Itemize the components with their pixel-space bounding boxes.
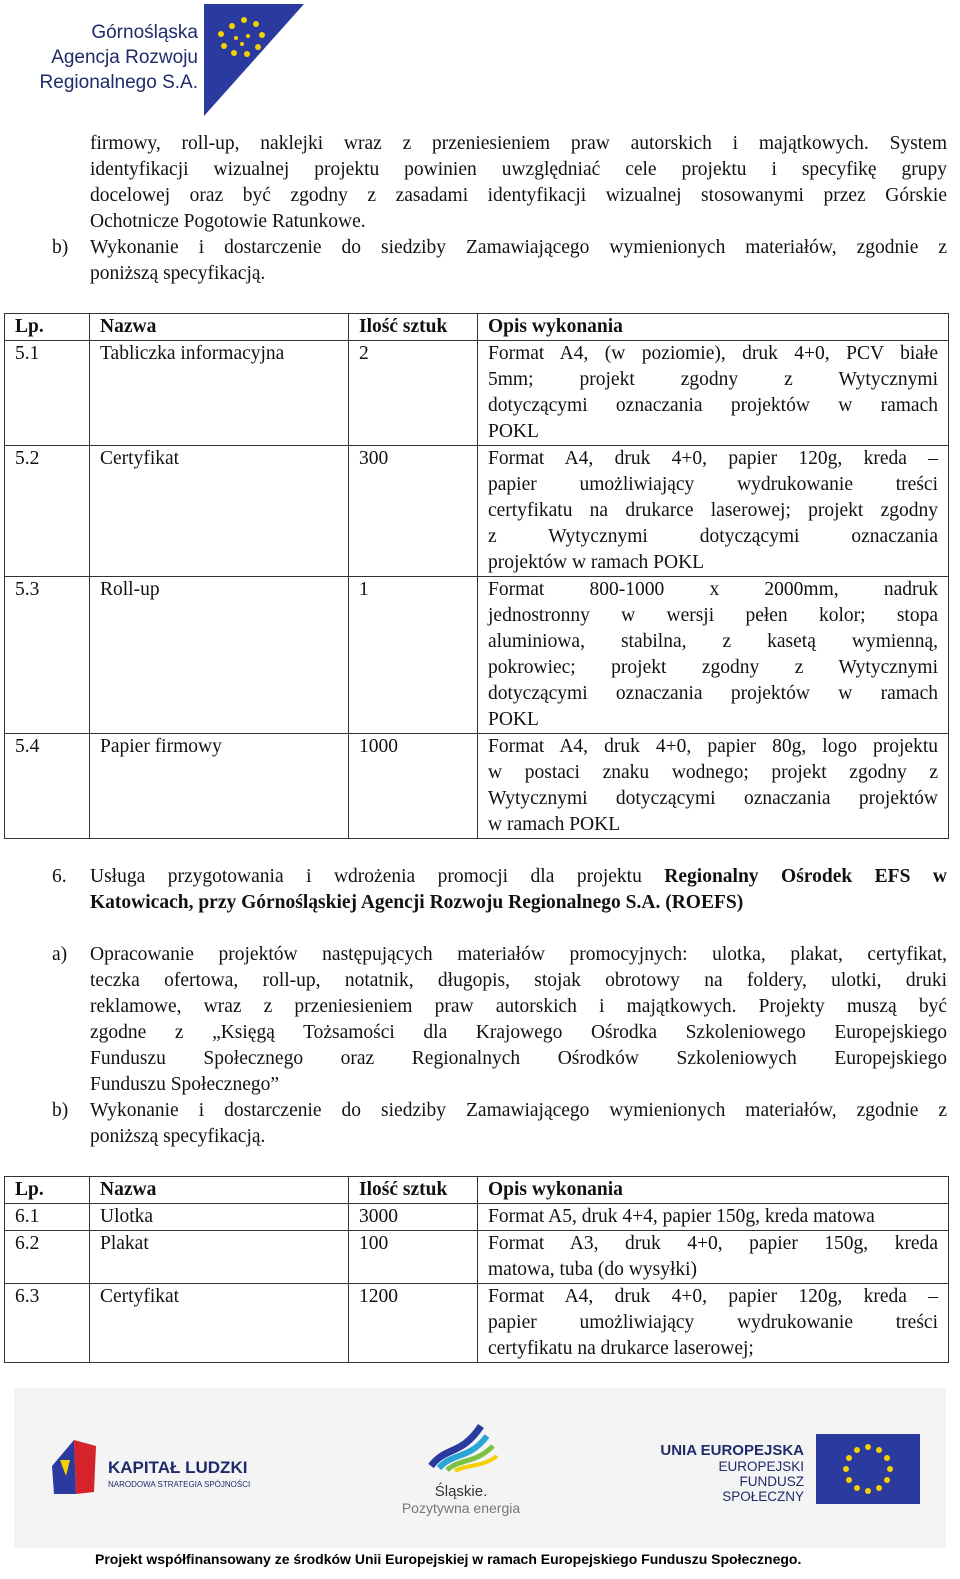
intro-line: firmowy, roll-up, naklejki wraz z przeniesieniem praw autorskich i majątkowych. System xyxy=(90,133,947,154)
cofinancing-note: Projekt współfinansowany ze środków Unii Europejskiej w ramach Europejskiego Funduszu Społecznego. xyxy=(95,1551,802,1567)
cell-lp: 5.1 xyxy=(5,341,90,446)
eu-efs-label xyxy=(656,1442,804,1504)
desc-line: Format A4, druk 4+0, papier 120g, kreda – xyxy=(488,448,938,469)
cell-name: Ulotka xyxy=(90,1204,349,1231)
eu-stars-flag-icon xyxy=(204,4,304,116)
desc-line: certyfikatu na drukarce laserowej; projekt zgodny xyxy=(488,500,938,521)
kapital-ludzki-logo xyxy=(50,1436,251,1503)
item-line: Wykonanie i dostarczenie do siedziby Zamawiającego wymienionych materiałów, zgodnie z xyxy=(90,1100,947,1121)
table-row xyxy=(5,446,949,577)
desc-line: POKL xyxy=(488,421,539,442)
intro-line: identyfikacji wizualnej projektu powinien uwzględniać cele projektu i specyfikę grupy xyxy=(90,159,947,180)
header-opis: Opis wykonania xyxy=(478,314,949,341)
item-line: poniższą specyfikacją. xyxy=(90,1126,266,1147)
list-marker: b) xyxy=(52,1100,69,1121)
cell-lp: 6.3 xyxy=(5,1284,90,1363)
item-line: Funduszu Społecznego oraz Regionalnych Ośrodków Szkoleniowych Europejskiego xyxy=(90,1048,947,1069)
eu-label-line-1: UNIA EUROPEJSKA xyxy=(660,1442,804,1459)
item-line: Wykonanie i dostarczenie do siedziby Zamawiającego wymienionych materiałów, zgodnie z xyxy=(90,237,947,258)
desc-line: w postaci znaku wodnego; projekt zgodny z xyxy=(488,762,938,783)
eu-label-line-3: FUNDUSZ SPOŁECZNY xyxy=(722,1474,804,1504)
desc-line: w ramach POKL xyxy=(488,814,621,835)
cell-name: Plakat xyxy=(90,1231,349,1284)
list-marker: a) xyxy=(52,944,68,965)
cell-name: Roll-up xyxy=(90,577,349,734)
item-line: reklamowe, wraz z przeniesieniem praw autorskich i majątkowych. Projekty muszą być xyxy=(90,996,947,1017)
desc-line: Format A4, druk 4+0, papier 120g, kreda – xyxy=(488,1286,938,1307)
desc-line: POKL xyxy=(488,709,539,730)
spec-table-5 xyxy=(4,313,949,839)
table-header-row xyxy=(5,1177,949,1204)
list-marker: b) xyxy=(52,237,69,258)
cell-lp: 5.3 xyxy=(5,577,90,734)
desc-line: 5mm; projekt zgodny z Wytycznymi xyxy=(488,369,938,390)
desc-line: dotyczącymi oznaczania projektów w ramach xyxy=(488,395,938,416)
cell-qty: 2 xyxy=(349,341,478,446)
cell-qty: 3000 xyxy=(349,1204,478,1231)
table-row xyxy=(5,1204,949,1231)
cell-desc xyxy=(478,734,949,839)
slaskie-tagline: Pozytywna energia xyxy=(401,1500,521,1516)
header-nazwa: Nazwa xyxy=(90,1177,349,1204)
item-line: Funduszu Społecznego” xyxy=(90,1074,280,1095)
cell-desc xyxy=(478,341,949,446)
slaskie-waves-icon xyxy=(421,1416,501,1472)
section-6-bold-1: Regionalny Ośrodek EFS w xyxy=(664,866,947,887)
item-line: teczka ofertowa, roll-up, notatnik, długopis, stojak obrotowy na foldery, ulotki, druki xyxy=(90,970,947,991)
kapital-ludzki-icon xyxy=(50,1436,100,1498)
table-row xyxy=(5,341,949,446)
desc-line: aluminiowa, stabilna, z kasetą wymienną, xyxy=(488,631,938,652)
cell-lp: 6.1 xyxy=(5,1204,90,1231)
header-opis: Opis wykonania xyxy=(478,1177,949,1204)
desc-line: Format 800-1000 x 2000mm, nadruk xyxy=(488,579,938,600)
agency-logo-text xyxy=(38,20,198,95)
cell-desc xyxy=(478,577,949,734)
spec-table-6 xyxy=(4,1176,949,1363)
intro-paragraph xyxy=(90,131,947,235)
cell-name: Papier firmowy xyxy=(90,734,349,839)
table-row xyxy=(5,577,949,734)
desc-line: certyfikatu na drukarce laserowej; xyxy=(488,1338,754,1359)
logo-line-3: Regionalnego S.A. xyxy=(39,72,198,93)
agency-logo xyxy=(38,4,308,116)
desc-line: dotyczącymi oznaczania projektów w ramach xyxy=(488,683,938,704)
cell-desc xyxy=(478,1204,949,1231)
item-line: poniższą specyfikacją. xyxy=(90,263,266,284)
item-line: Opracowanie projektów następujących materiałów promocyjnych: ulotka, plakat, certyfikat, xyxy=(90,944,947,965)
desc-line: Format A4, druk 4+0, papier 80g, logo projektu xyxy=(488,736,938,757)
header-ilosc: Ilość sztuk xyxy=(349,314,478,341)
cell-qty: 1200 xyxy=(349,1284,478,1363)
cell-qty: 1000 xyxy=(349,734,478,839)
cell-name: Certyfikat xyxy=(90,1284,349,1363)
slaskie-name: Śląskie. xyxy=(434,1483,488,1500)
desc-line: jednostronny w wersji pełen kolor; stopa xyxy=(488,605,938,626)
item-line: zgodne z „Księgą Tożsamości dla Krajowego Ośrodka Szkoleniowego Europejskiego xyxy=(90,1022,947,1043)
list-marker: 6. xyxy=(52,866,67,887)
cell-qty: 300 xyxy=(349,446,478,577)
desc-line: Format A5, druk 4+4, papier 150g, kreda matowa xyxy=(488,1206,875,1227)
kapital-ludzki-subtitle: NARODOWA STRATEGIA SPÓJNOŚCI xyxy=(108,1480,251,1489)
slaskie-logo xyxy=(396,1416,526,1516)
intro-line: docelowej oraz być zgodny z zasadami identyfikacji wizualnej stosowanymi przez Górskie xyxy=(90,185,947,206)
desc-line: papier umożliwiający wydrukowanie treści xyxy=(488,1312,938,1333)
logo-line-2: Agencja Rozwoju xyxy=(51,47,198,68)
eu-label-line-2: EUROPEJSKI xyxy=(718,1459,804,1474)
table-row xyxy=(5,734,949,839)
desc-line: Wytycznymi dotyczącymi oznaczania projektów xyxy=(488,788,938,809)
item-line xyxy=(90,864,947,890)
eu-flag-icon xyxy=(816,1434,920,1504)
cell-qty: 100 xyxy=(349,1231,478,1284)
desc-line: Format A4, (w poziomie), druk 4+0, PCV białe xyxy=(488,343,938,364)
header-nazwa: Nazwa xyxy=(90,314,349,341)
header-ilosc: Ilość sztuk xyxy=(349,1177,478,1204)
desc-line: z Wytycznymi dotyczącymi oznaczania xyxy=(488,526,938,547)
section-6-prefix: Usługa przygotowania i wdrożenia promocji dla projektu xyxy=(90,866,665,887)
logo-line-1: Górnośląska xyxy=(91,22,198,43)
header-lp: Lp. xyxy=(5,1177,90,1204)
kapital-ludzki-title: KAPITAŁ LUDZKI xyxy=(108,1458,248,1477)
desc-line: papier umożliwiający wydrukowanie treści xyxy=(488,474,938,495)
desc-line: pokrowiec; projekt zgodny z Wytycznymi xyxy=(488,657,938,678)
table-row xyxy=(5,1284,949,1363)
cell-lp: 5.2 xyxy=(5,446,90,577)
desc-line: Format A3, druk 4+0, papier 150g, kreda xyxy=(488,1233,938,1254)
desc-line: projektów w ramach POKL xyxy=(488,552,705,573)
table-header-row xyxy=(5,314,949,341)
cell-desc xyxy=(478,1284,949,1363)
header-lp: Lp. xyxy=(5,314,90,341)
intro-line: Ochotnicze Pogotowie Ratunkowe. xyxy=(90,211,366,232)
footer xyxy=(0,1388,960,1579)
cell-desc xyxy=(478,446,949,577)
item-line xyxy=(90,890,947,916)
cell-lp: 5.4 xyxy=(5,734,90,839)
cell-name: Certyfikat xyxy=(90,446,349,577)
cell-name: Tabliczka informacyjna xyxy=(90,341,349,446)
cell-qty: 1 xyxy=(349,577,478,734)
desc-line: matowa, tuba (do wysyłki) xyxy=(488,1259,698,1280)
section-6-bold-2: Katowicach, przy Górnośląskiej Agencji Rozwoju Regionalnego S.A. (ROEFS) xyxy=(90,892,744,913)
cell-desc xyxy=(478,1231,949,1284)
cell-lp: 6.2 xyxy=(5,1231,90,1284)
table-row xyxy=(5,1231,949,1284)
